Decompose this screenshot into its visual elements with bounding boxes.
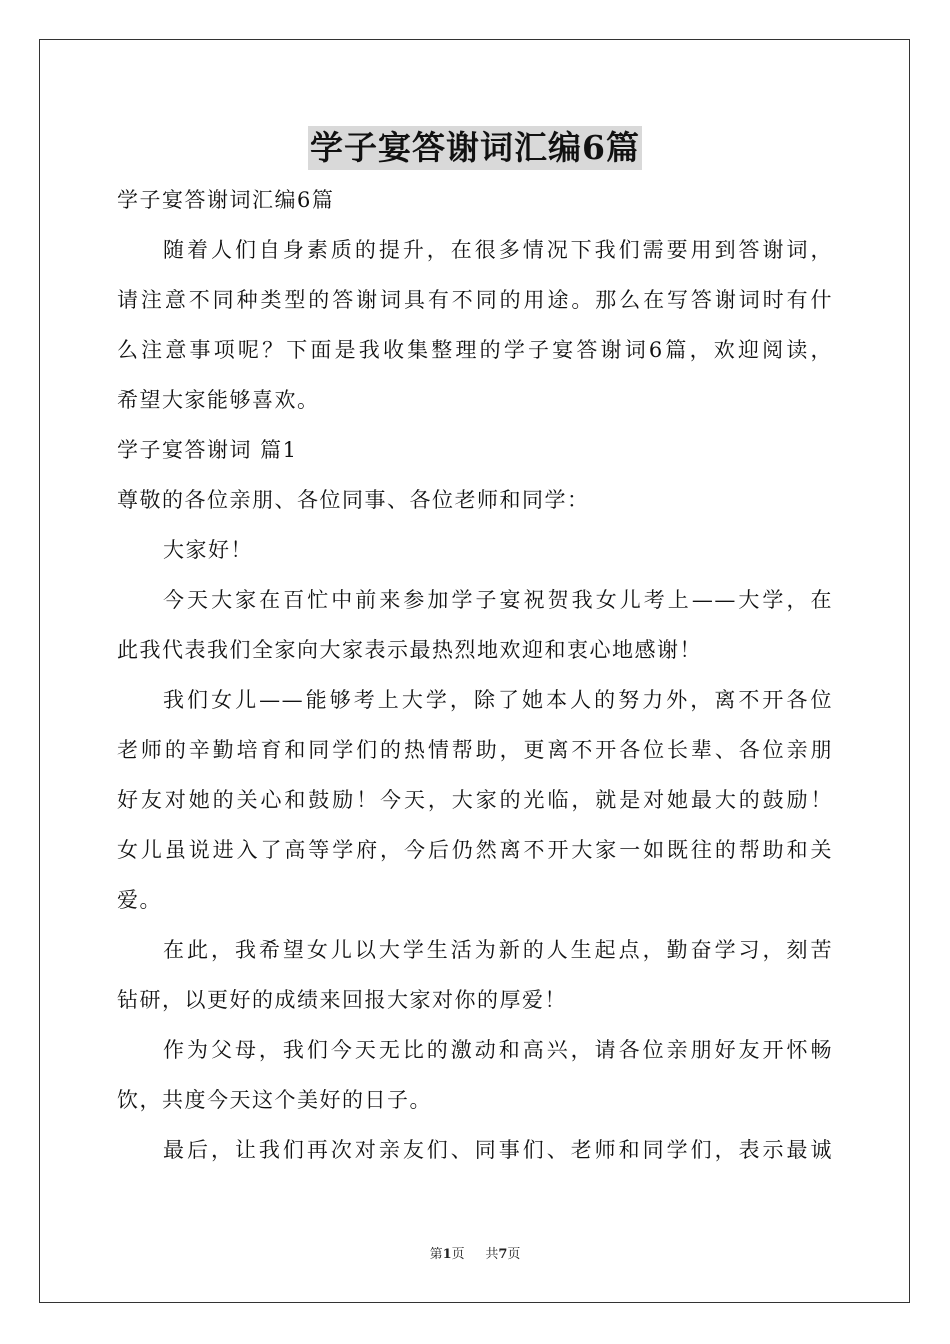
total-suffix: 页: [507, 1247, 521, 1262]
paragraph-line: 饮，共度今天这个美好的日子。: [117, 1088, 432, 1112]
paragraph-line: 今天大家在百忙中前来参加学子宴祝贺我女儿考上——大学，在: [163, 588, 833, 612]
document-title: 学子宴答谢词汇编6篇: [308, 126, 642, 170]
page-suffix: 页: [451, 1247, 465, 1262]
paragraph-line: 作为父母，我们今天无比的激动和高兴，请各位亲朋好友开怀畅: [163, 1038, 833, 1062]
current-page-number: 1: [442, 1247, 452, 1262]
paragraph-line: 老师的辛勤培育和同学们的热情帮助，更离不开各位长辈、各位亲朋: [117, 738, 833, 762]
greeting-line: 大家好！: [163, 538, 253, 562]
total-prefix: 共: [485, 1247, 499, 1262]
paragraph-line: 随着人们自身素质的提升，在很多情况下我们需要用到答谢词，: [163, 238, 833, 262]
paragraph-line: 希望大家能够喜欢。: [117, 388, 320, 412]
paragraph-line: 请注意不同种类型的答谢词具有不同的用途。那么在写答谢词时有什: [117, 288, 833, 312]
paragraph-line: 女儿虽说进入了高等学府，今后仍然离不开大家一如既往的帮助和关: [117, 838, 833, 862]
paragraph-line: 钻研，以更好的成绩来回报大家对你的厚爱！: [117, 988, 567, 1012]
paragraph-line: 在此，我希望女儿以大学生活为新的人生起点，勤奋学习，刻苦: [163, 938, 833, 962]
section-heading: 学子宴答谢词 篇1: [117, 438, 298, 462]
paragraph-line: 好友对她的关心和鼓励！今天，大家的光临，就是对她最大的鼓励！: [117, 788, 833, 812]
paragraph-line: 最后，让我们再次对亲友们、同事们、老师和同学们，表示最诚: [163, 1138, 833, 1162]
paragraph-line: 爱。: [117, 888, 162, 912]
title-container: [0, 126, 950, 170]
total-pages-number: 7: [498, 1247, 508, 1262]
page-prefix: 第: [429, 1247, 443, 1262]
page-footer: [0, 1246, 950, 1264]
subtitle-line: 学子宴答谢词汇编6篇: [117, 188, 335, 212]
paragraph-line: 此我代表我们全家向大家表示最热烈地欢迎和衷心地感谢！: [117, 638, 702, 662]
salutation-line: 尊敬的各位亲朋、各位同事、各位老师和同学：: [117, 488, 590, 512]
paragraph-line: 么注意事项呢？下面是我收集整理的学子宴答谢词6篇，欢迎阅读，: [117, 338, 833, 362]
paragraph-line: 我们女儿——能够考上大学，除了她本人的努力外，离不开各位: [163, 688, 833, 712]
